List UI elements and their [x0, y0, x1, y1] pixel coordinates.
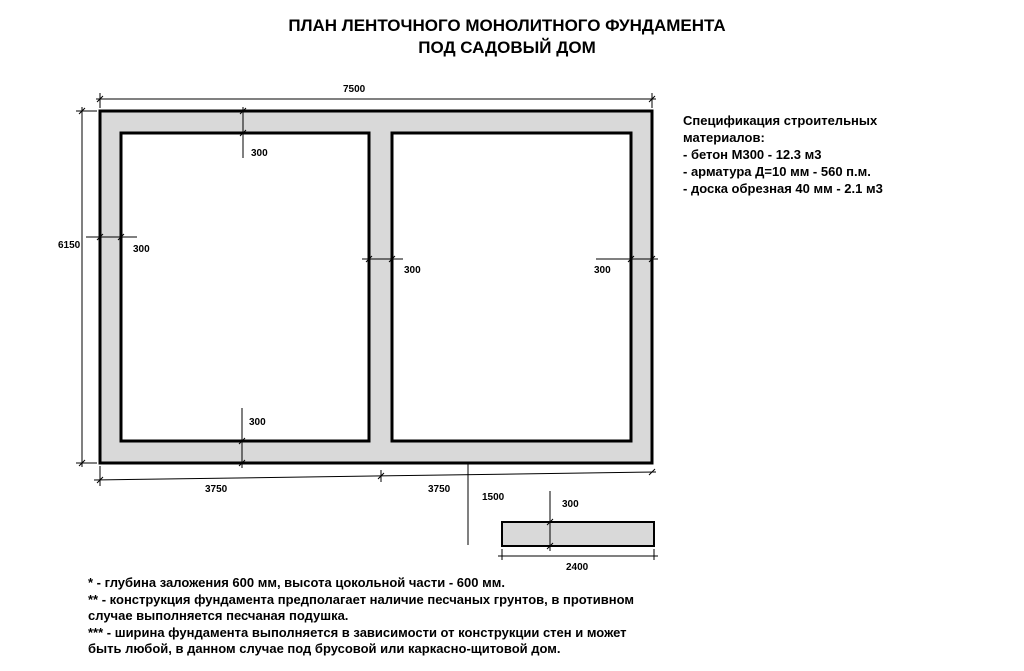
spec-heading-line-1: Спецификация строительных [683, 113, 878, 128]
dimension-total-height [76, 107, 97, 467]
footnotes [88, 575, 808, 658]
note-3-continued: быть любой, в данном случае под брусовой или каркасно-щитовой дом. [88, 641, 561, 656]
note-2-continued: случае выполняется песчаная подушка. [88, 608, 349, 623]
note-1: * - глубина заложения 600 мм, высота цокольной части - 600 мм. [88, 575, 505, 590]
dim-label-wall-left: 300 [133, 244, 150, 255]
foundation-cross-section [502, 522, 654, 546]
dimension-total-width [96, 93, 656, 108]
spec-item-boards: - доска обрезная 40 мм - 2.1 м3 [683, 181, 883, 196]
dim-label-section-wall: 300 [562, 499, 579, 510]
dimension-section-width [498, 549, 658, 560]
dim-label-total-height: 6150 [58, 240, 81, 251]
dim-label-span-right: 3750 [428, 484, 451, 495]
dim-label-total-width: 7500 [343, 84, 366, 95]
dim-label-wall-middle: 300 [404, 265, 421, 276]
spec-item-concrete: - бетон М300 - 12.3 м3 [683, 147, 822, 162]
dim-label-wall-right: 300 [594, 265, 611, 276]
dim-label-section-width: 2400 [566, 562, 589, 573]
drawing-title-line-2: ПОД САДОВЫЙ ДОМ [418, 38, 596, 57]
right-room-opening [392, 133, 631, 441]
note-2: ** - конструкция фундамента предполагает наличие песчаных грунтов, в противном [88, 591, 634, 607]
materials-specification [683, 112, 983, 197]
left-room-opening [121, 133, 369, 441]
spec-item-rebar: - арматура Д=10 мм - 560 п.м. [683, 164, 871, 179]
spec-heading-line-2: материалов: [683, 130, 765, 145]
note-3: *** - ширина фундамента выполняется в зависимости от конструкции стен и может [88, 624, 627, 640]
dim-label-span-left: 3750 [205, 484, 228, 495]
dim-label-wall-bottom: 300 [249, 417, 266, 428]
dim-label-wall-top: 300 [251, 148, 268, 159]
drawing-title-line-1: ПЛАН ЛЕНТОЧНОГО МОНОЛИТНОГО ФУНДАМЕНТА [288, 16, 726, 35]
dim-label-section-depth: 1500 [482, 492, 505, 503]
